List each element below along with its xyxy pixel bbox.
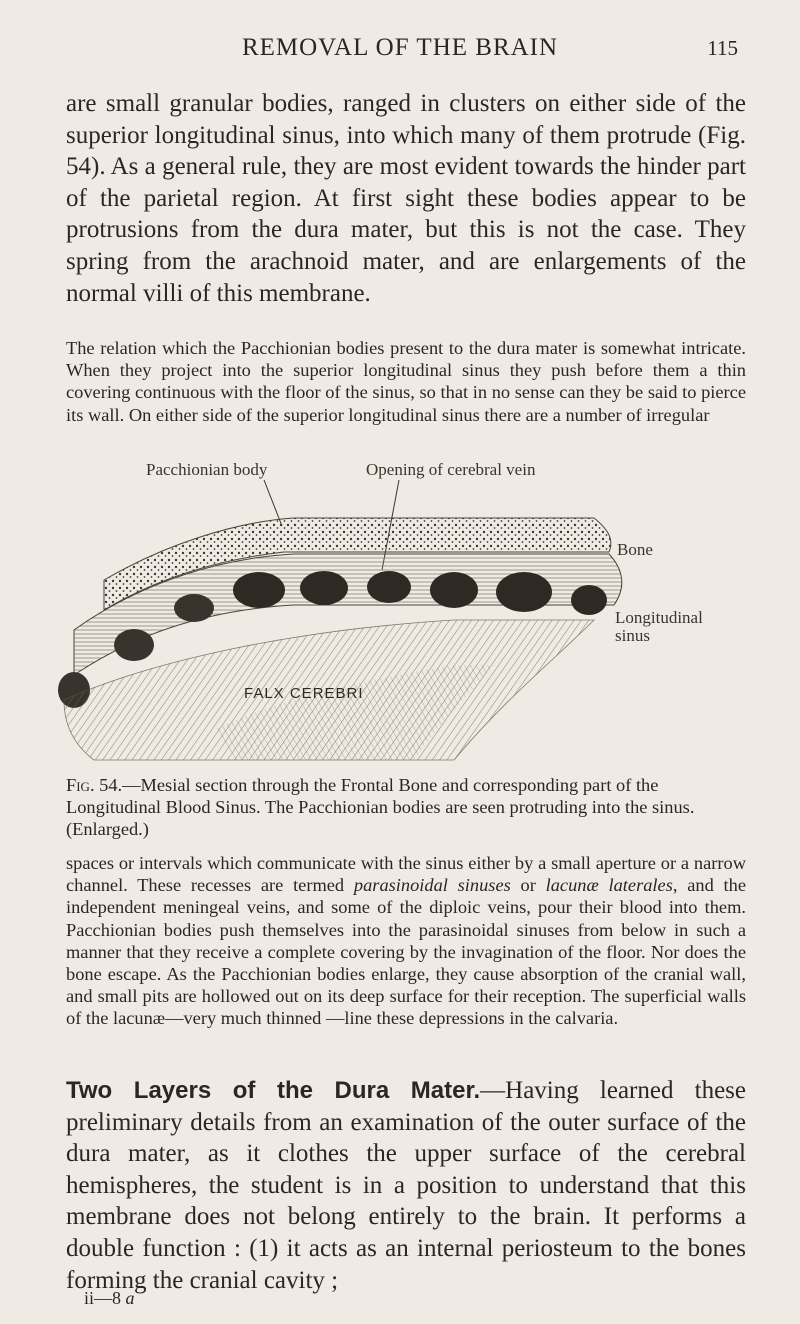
falx-cerebri-label: FALX CEREBRI <box>244 685 364 702</box>
term-lacunae-laterales: lacunæ laterales <box>545 875 673 896</box>
figure-label-opening-of-cerebral-vein: Opening of cerebral vein <box>366 460 536 479</box>
printer-signature <box>84 1288 135 1309</box>
figure-label-longitudinal: Longitudinal <box>615 608 703 627</box>
section-heading-two-layers: Two Layers of the Dura Mater. <box>66 1077 481 1104</box>
figure-label-pacchionian-body: Pacchionian body <box>146 460 268 479</box>
paragraph-3 <box>66 852 746 1030</box>
page-number: 115 <box>707 36 738 60</box>
running-title: REMOVAL OF THE BRAIN <box>241 34 559 61</box>
paragraph-3-part-a: spaces or intervals which communicate with the sinus either by a small aperture or a narrow channel. These recesses are termed <box>66 853 746 896</box>
paragraph-3-part-c: , and the independent meningeal veins, and some of the diploic veins, pour their blood into them. Pacchionian bodies push themselves into the parasinoidal sinuses from below in such a manner that they receive a complete covering by the invagination of the floor. Nor does the bone escape. As the Pacchionian bodies enlarge, they cause absorption of the cranial wall, and small pits are hollowed out on its deep surface for their reception. The superficial walls of the lacunæ—very much thinned —line these depressions in the calvaria. <box>66 875 746 1029</box>
term-parasinoidal-sinuses: parasinoidal sinuses <box>353 875 511 896</box>
caption-body: —Mesial section through the Frontal Bone and corresponding part of the Longitudinal Blood Sinus. The Pacchionian bodies are seen protruding into the sinus. (Enlarged.) <box>66 775 695 840</box>
paragraph-1: are small granular bodies, ranged in clusters on either side of the superior longitudinal sinus, into which many of them protrude (Fig. 54). As a general rule, they are most evident towards the hinder part of the parietal region. At first sight these bodies appear to be protrusions from the dura mater, but this is not the case. They spring from the arachnoid mater, and are enlargements of the normal villi of this membrane. <box>66 90 746 307</box>
signature-number: ii—8 <box>84 1288 122 1308</box>
signature-letter: a <box>125 1288 135 1308</box>
paragraph-4-body: —Having learned these preliminary details from an examination of the outer surface of the dura mater, as it clothes the upper surface of the cerebral hemispheres, the student is in a position to understand that this membrane does not belong entirely to the brain. It performs a double function : (1) it acts as an internal periosteum to the bones forming the cranial cavity ; <box>66 1077 746 1294</box>
paragraph-2: The relation which the Pacchionian bodies present to the dura mater is somewhat intricate. When they project into the superior longitudinal sinus they push before them a thin covering continuous with the floor of the sinus, so that in no sense can they be said to pierce its wall. On either side of the superior longitudinal sinus there are a number of irregular <box>66 338 746 425</box>
figure-caption <box>66 774 746 841</box>
running-head <box>0 34 800 74</box>
anatomical-illustration <box>34 460 734 765</box>
figure-54 <box>34 460 734 765</box>
figure-label-sinus: sinus <box>615 626 650 645</box>
paragraph-3-part-b: or <box>510 875 546 896</box>
caption-lead: Fig. 54. <box>66 775 123 795</box>
paragraph-4 <box>66 1075 746 1296</box>
figure-label-bone: Bone <box>617 540 653 559</box>
